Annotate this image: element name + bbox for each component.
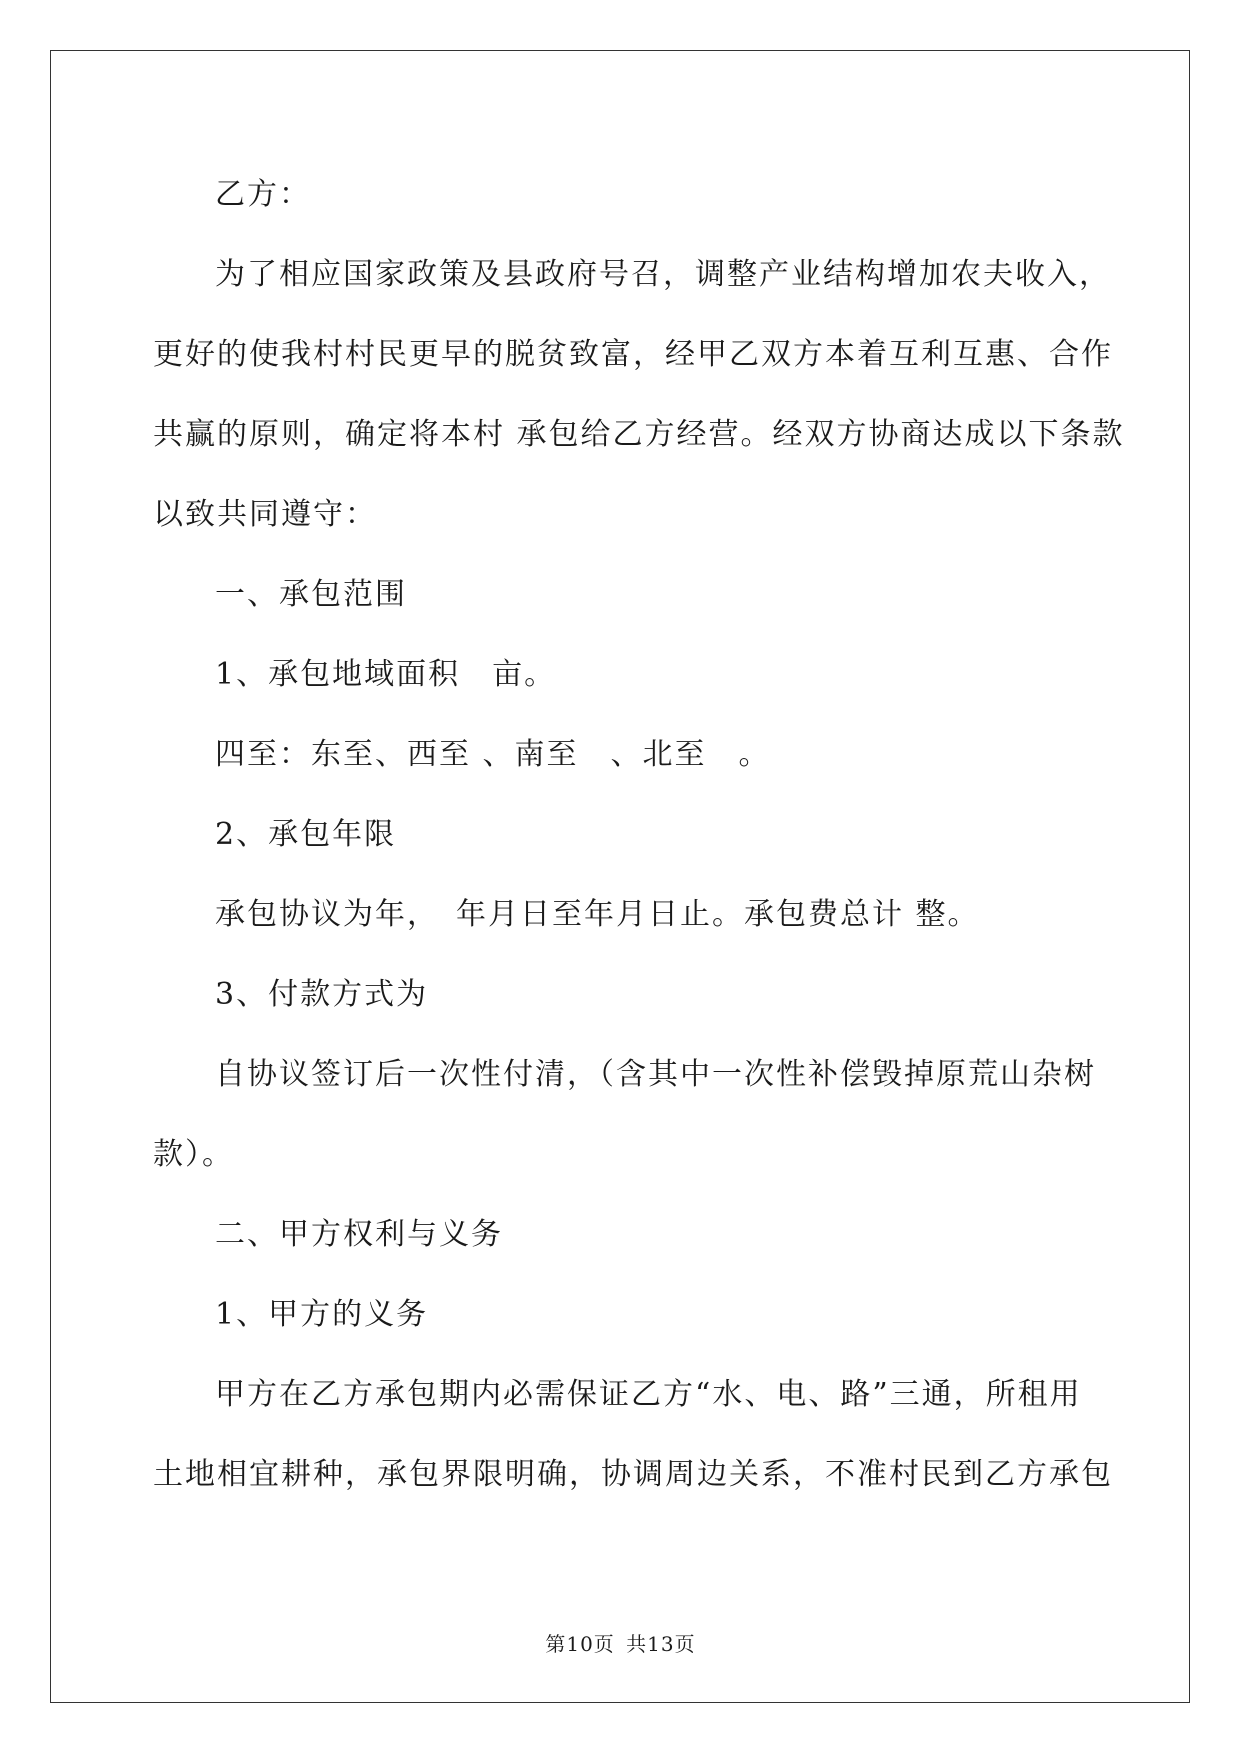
paragraph-line: 承包协议为年， 年月日至年月日止。承包费总计 整。 xyxy=(215,897,980,932)
paragraph-line: 自协议签订后一次性付清，（含其中一次性补偿毁掉原荒山杂树 xyxy=(215,1057,1096,1092)
page-total: 共13页 xyxy=(626,1632,696,1656)
paragraph-line: 四至：东至、西至 、南至 、北至 。 xyxy=(215,737,771,772)
paragraph-line: 土地相宜耕种，承包界限明确，协调周边关系，不准村民到乙方承包 xyxy=(153,1457,1113,1492)
paragraph-line: 共赢的原则，确定将本村 承包给乙方经营。经双方协商达成以下条款 xyxy=(153,417,1125,452)
paragraph-line: 为了相应国家政策及县政府号召，调整产业结构增加农夫收入， xyxy=(215,257,1111,292)
paragraph-line: 1、承包地域面积 亩。 xyxy=(215,657,557,692)
paragraph-line: 甲方在乙方承包期内必需保证乙方“水、电、路”三通，所租用 xyxy=(215,1377,1082,1412)
subsection-heading: 3、付款方式为 xyxy=(215,977,429,1012)
subsection-heading: 1、甲方的义务 xyxy=(215,1297,429,1332)
page-footer xyxy=(0,1628,1241,1657)
paragraph-party-b: 乙方： xyxy=(215,177,311,212)
page-number: 第10页 xyxy=(545,1632,615,1656)
paragraph-line: 以致共同遵守： xyxy=(153,497,377,532)
section-heading: 一、承包范围 xyxy=(215,577,407,612)
subsection-heading: 2、承包年限 xyxy=(215,817,397,852)
paragraph-line: 更好的使我村村民更早的脱贫致富，经甲乙双方本着互利互惠、合作 xyxy=(153,337,1113,372)
paragraph-line: 款）。 xyxy=(153,1137,234,1172)
section-heading: 二、甲方权利与义务 xyxy=(215,1217,503,1252)
